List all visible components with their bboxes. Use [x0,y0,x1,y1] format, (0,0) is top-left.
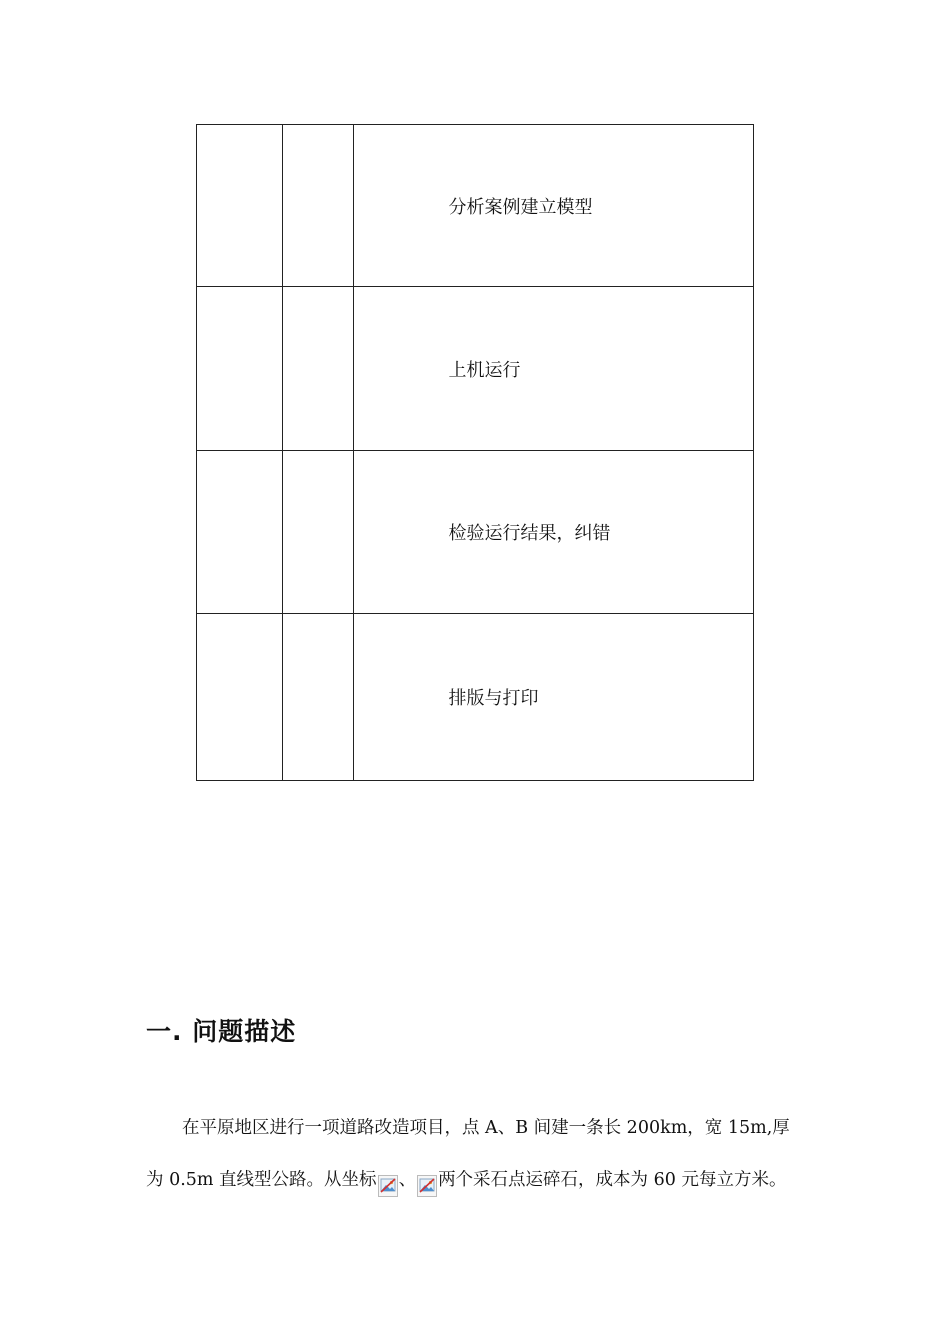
broken-image-icon [417,1175,437,1197]
paragraph-text: 两个采石点运碎石，成本为 60 元每立方米。 [438,1170,787,1190]
table-cell-empty [197,125,283,287]
table-row [197,451,754,614]
section-heading: 一. 问题描述 [146,1017,297,1046]
table-cell-task: 分析案例建立模型 [353,125,753,287]
table-cell-empty [282,614,353,781]
paragraph-text: 为 0.5m 直线型公路。从坐标 [146,1170,377,1190]
table-cell-task: 检验运行结果，纠错 [353,451,753,614]
table-cell-empty [282,125,353,287]
table-cell-task: 排版与打印 [353,614,753,781]
table-row [197,614,754,781]
paragraph-separator: 、 [398,1170,417,1190]
paragraph-line-1: 在平原地区进行一项道路改造项目，点 A、B 间建一条长 200km，宽 15m,厚 [182,1118,790,1138]
table-cell-empty [197,614,283,781]
broken-image-icon [378,1175,398,1197]
table-cell-empty [197,451,283,614]
task-table [196,124,754,781]
table-cell-empty [282,287,353,451]
paragraph-line-2 [146,1166,826,1197]
table-cell-empty [282,451,353,614]
table-row [197,287,754,451]
table-cell-task: 上机运行 [353,287,753,451]
table-cell-empty [197,287,283,451]
table-row [197,125,754,287]
